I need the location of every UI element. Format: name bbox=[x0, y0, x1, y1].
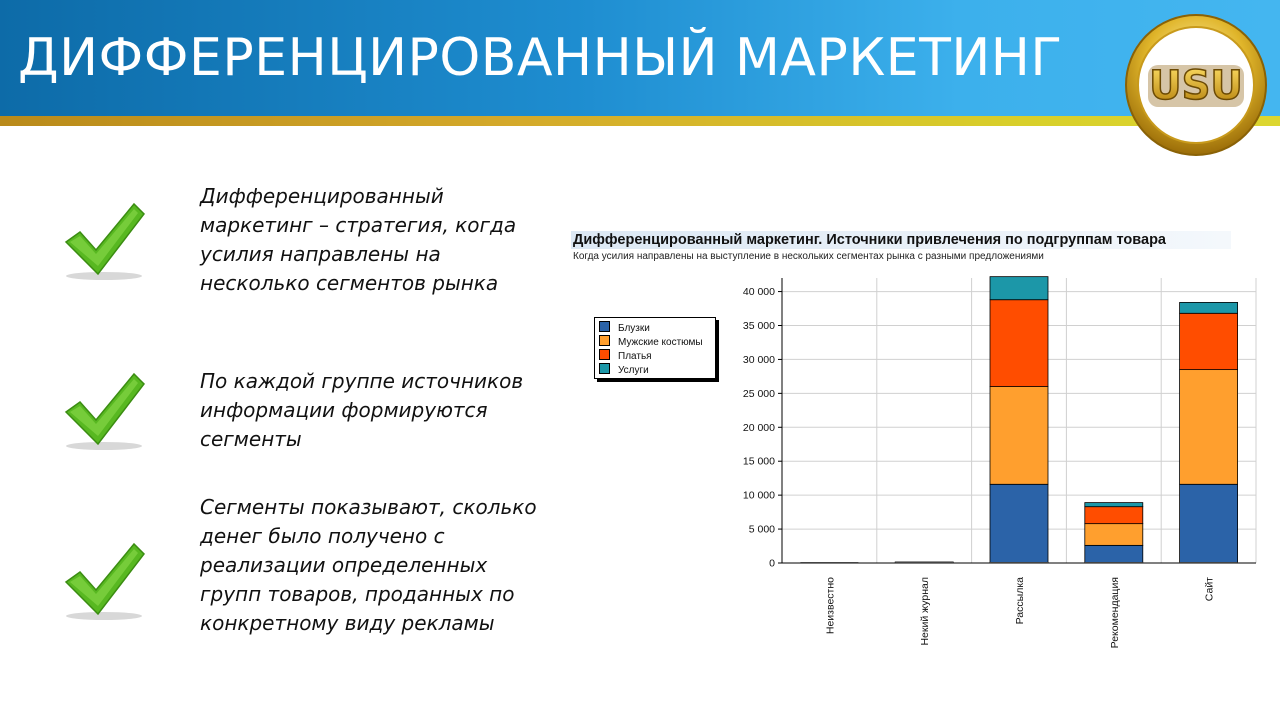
bar-segment bbox=[1085, 503, 1143, 507]
legend-label: Услуги bbox=[618, 365, 649, 376]
bar-segment bbox=[1180, 484, 1238, 563]
bar-segment bbox=[990, 300, 1048, 387]
legend-swatch bbox=[599, 321, 610, 332]
x-tick-label: Некий журнал bbox=[919, 577, 932, 646]
y-tick-label: 20 000 bbox=[742, 421, 775, 434]
legend-item bbox=[599, 363, 649, 375]
bar-segment bbox=[990, 484, 1048, 563]
bar-segment bbox=[990, 387, 1048, 485]
legend-item bbox=[599, 321, 650, 333]
x-tick-label: Сайт bbox=[1203, 577, 1216, 602]
legend-swatch bbox=[599, 349, 610, 360]
checkmark-icon bbox=[58, 196, 148, 286]
bullet-text-3: Сегменты показывают, сколько денег было получено с реализации определенных групп товаров, проданных по конкретному виду рекламы bbox=[200, 495, 537, 635]
x-tick-label: Рекомендация bbox=[1108, 577, 1121, 649]
chart-legend bbox=[594, 317, 716, 379]
bar-segment bbox=[1180, 370, 1238, 485]
y-tick-label: 10 000 bbox=[742, 489, 775, 502]
y-tick-label: 0 bbox=[769, 557, 775, 570]
chart-subtitle: Когда усилия направлены на выступление в нескольких сегментах рынка с разными предложениями bbox=[573, 251, 1044, 262]
x-tick-label: Неизвестно bbox=[824, 577, 837, 635]
usu-logo-icon bbox=[1124, 13, 1268, 157]
bullet-text-2: По каждой группе источников информации формируются сегменты bbox=[200, 369, 524, 451]
checkmark-icon bbox=[58, 366, 148, 456]
y-tick-label: 15 000 bbox=[742, 455, 775, 468]
y-tick-label: 30 000 bbox=[742, 353, 775, 366]
x-tick-label: Рассылка bbox=[1014, 577, 1026, 625]
legend-swatch bbox=[599, 335, 610, 346]
y-tick-label: 35 000 bbox=[742, 320, 775, 332]
y-tick-label: 40 000 bbox=[742, 286, 775, 299]
y-tick-label: 25 000 bbox=[742, 387, 775, 400]
legend-item bbox=[599, 335, 703, 347]
bullet-text-1: Дифференцированный маркетинг – стратегия, когда усилия направлены на несколько сегментов рынка bbox=[200, 184, 517, 295]
bar-segment bbox=[1085, 524, 1143, 546]
bar-segment bbox=[1180, 302, 1238, 313]
y-tick-label: 5 000 bbox=[748, 523, 775, 536]
bar-segment bbox=[1085, 507, 1143, 524]
legend-label: Блузки bbox=[618, 323, 650, 334]
logo-text: USU bbox=[1149, 63, 1243, 109]
legend-item bbox=[599, 349, 652, 361]
checkmark-icon bbox=[58, 536, 148, 626]
legend-label: Платья bbox=[618, 351, 652, 362]
bar-segment bbox=[1085, 545, 1143, 563]
header-stripe bbox=[0, 116, 1280, 126]
bar-segment bbox=[1180, 313, 1238, 369]
stacked-bar-chart bbox=[730, 270, 1270, 670]
slide-title: ДИФФЕРЕНЦИРОВАННЫЙ МАРКЕТИНГ bbox=[18, 28, 1063, 88]
legend-swatch bbox=[599, 363, 610, 374]
chart-title: Дифференцированный маркетинг. Источники привлечения по подгруппам товара bbox=[571, 231, 1231, 249]
legend-label: Мужские костюмы bbox=[618, 337, 703, 348]
bar-segment bbox=[990, 277, 1048, 300]
